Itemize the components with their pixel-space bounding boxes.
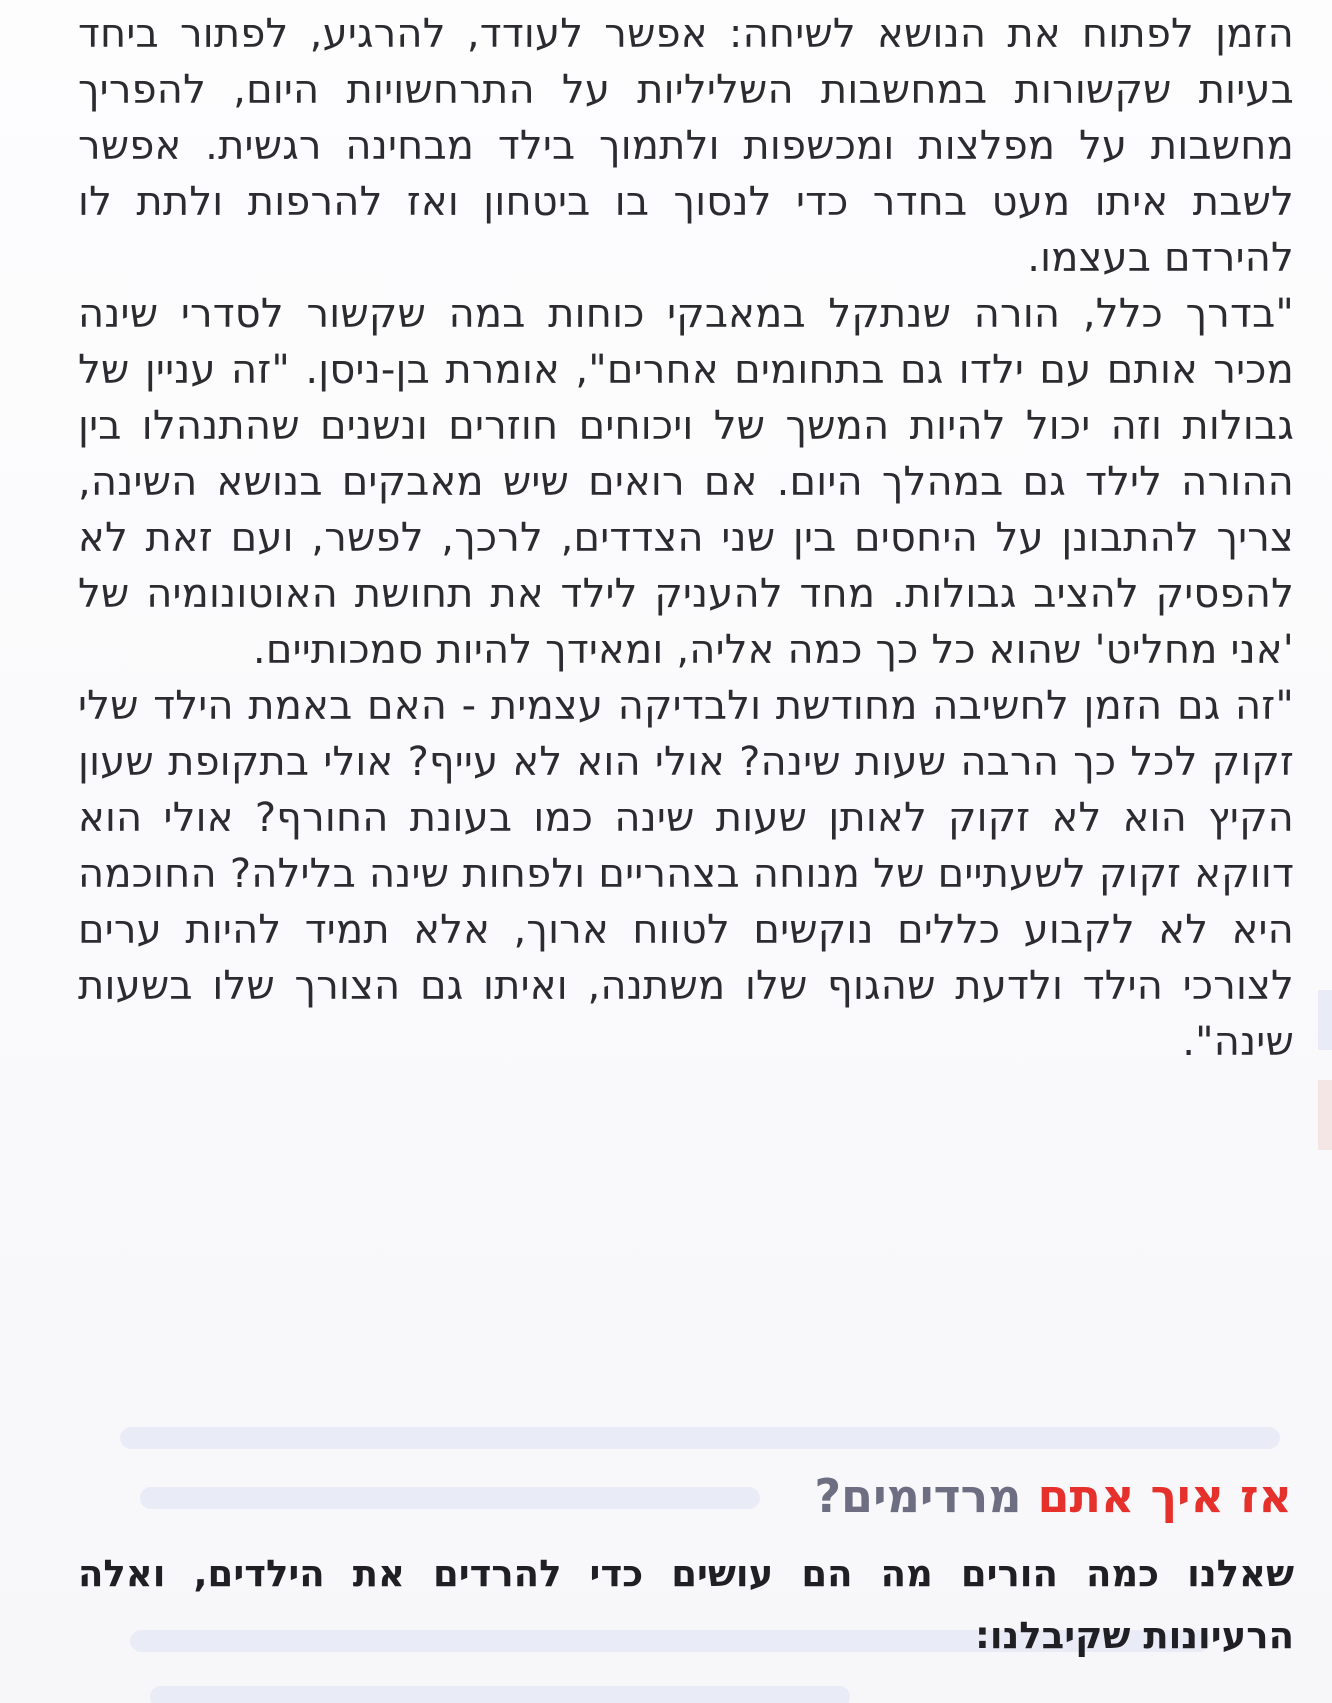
article-body — [78, 6, 1294, 1070]
article-paragraph: "בדרך כלל, הורה שנתקל במאבקי כוחות במה שקשור לסדרי שינה מכיר אותם עם ילדו גם בתחומים אחרים", אומרת בן-ניסן. "זה עניין של גבולות וזה יכול להיות המשך של ויכוחים חוזרים ונשנים שהתנהלו בין ההורה לילד גם במהלך היום. אם רואים שיש מאבקים בנושא השינה, צריך להתבונן על היחסים בין שני הצדדים, לרכך, לפשר, ועם זאת לא להפסיק להציב גבולות. מחד להעניק לילד את תחושת האוטונומיה של 'אני מחליט' שהוא כל כך כמה אליה, ומאידך להיות סמכותיים. — [78, 291, 1294, 673]
reverse-side-bleed — [140, 1487, 760, 1509]
section-headline — [814, 1465, 1292, 1527]
reverse-side-bleed — [120, 1427, 1280, 1449]
page-edge-mark — [1318, 990, 1332, 1050]
headline-accent-text: אז איך אתם — [1037, 1469, 1292, 1523]
article-paragraph: הזמן לפתוח את הנושא לשיחה: אפשר לעודד, להרגיע, לפתור ביחד בעיות שקשורות במחשבות השליליות על התרחשויות היום, להפריך מחשבות על מפלצות ומכשפות ולתמוך בילד מבחינה רגשית. אפשר לשבת איתו מעט בחדר כדי לנסוך בו ביטחון ואז להרפות ולתת לו להירדם בעצמו. — [78, 11, 1294, 281]
article-paragraph: "זה גם הזמן לחשיבה מחודשת ולבדיקה עצמית - האם באמת הילד שלי זקוק לכל כך הרבה שעות שינה? אולי הוא לא עייף? אולי בתקופת שעון הקיץ הוא לא זקוק לאותן שעות שינה כמו בעונת החורף? אולי הוא דווקא זקוק לשעתיים של מנוחה בצהריים ולפחות שינה בלילה? החוכמה היא לא לקבוע כללים נוקשים לטווח ארוך, אלא תמיד להיות ערים לצורכי הילד ולדעת שהגוף שלו משתנה, ואיתו גם הצורך שלו בשעות שינה". — [78, 683, 1294, 1065]
headline-secondary-text: מרדימים? — [814, 1469, 1022, 1523]
page-edge-mark — [1318, 1080, 1332, 1150]
section-intro: שאלנו כמה הורים מה הם עושים כדי להרדים את הילדים, ואלה הרעיונות שקיבלנו: — [78, 1552, 1294, 1657]
reverse-side-bleed — [150, 1686, 850, 1703]
